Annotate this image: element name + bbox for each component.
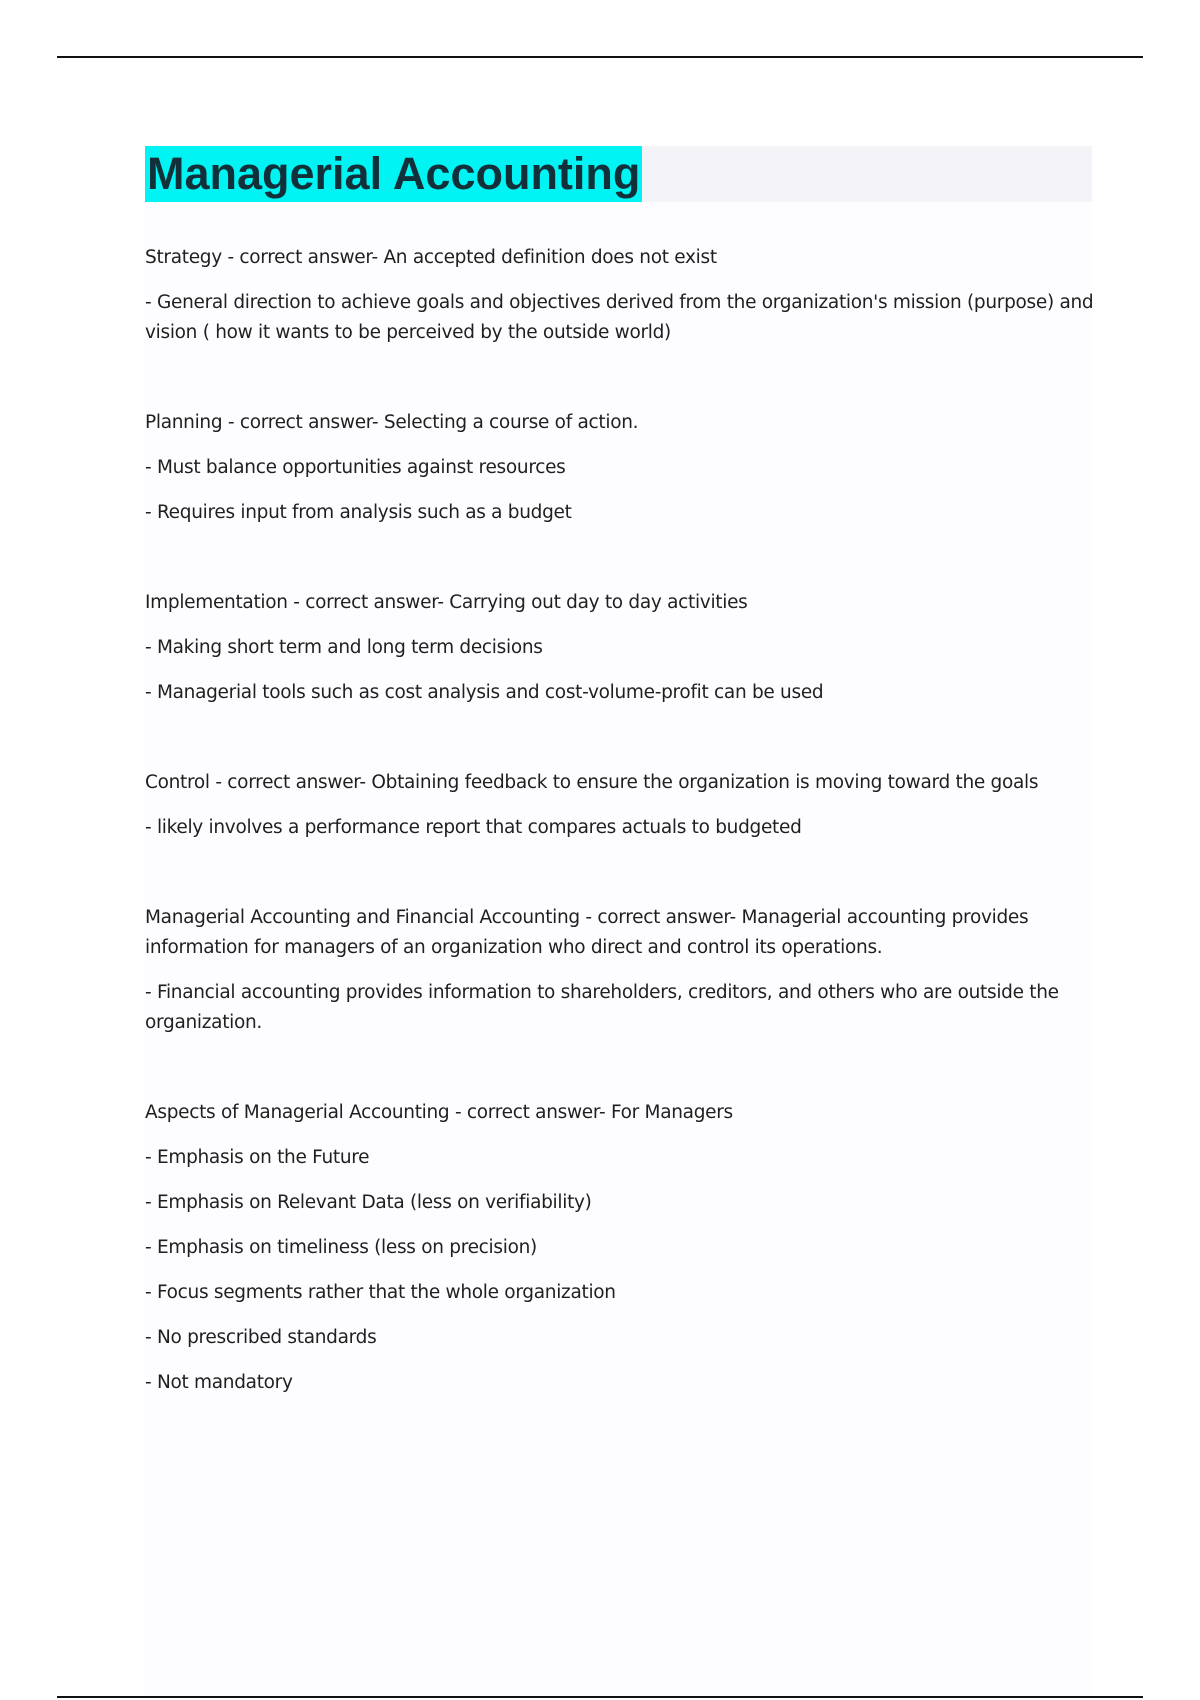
entry-detail: - Emphasis on the Future <box>145 1147 370 1168</box>
entry-detail: - No prescribed standards <box>145 1327 377 1348</box>
entry-detail: - Financial accounting provides information to shareholders, creditors, and others who are outside the organization. <box>145 982 1059 1033</box>
entry-detail: - Not mandatory <box>145 1372 293 1393</box>
entry-detail: - Managerial tools such as cost analysis and cost-volume-profit can be used <box>145 682 824 703</box>
entry-control <box>145 768 1095 843</box>
entry-detail: - Requires input from analysis such as a budget <box>145 502 572 523</box>
entry-detail: - General direction to achieve goals and objectives derived from the organization's mission (purpose) and vision ( how it wants to be perceived by the outside world) <box>145 292 1094 343</box>
entry-aspects <box>145 1098 1095 1398</box>
page-title: Managerial Accounting <box>145 146 642 202</box>
entry-question: Aspects of Managerial Accounting - correct answer- For Managers <box>145 1102 733 1123</box>
entry-question: Control - correct answer- Obtaining feedback to ensure the organization is moving toward the goals <box>145 772 1039 793</box>
entry-planning <box>145 408 1095 528</box>
entry-detail: - Emphasis on Relevant Data (less on verifiability) <box>145 1192 592 1213</box>
entry-detail: - Focus segments rather that the whole organization <box>145 1282 616 1303</box>
footer-rule <box>57 1696 1143 1698</box>
document-body <box>145 243 1095 1458</box>
header-rule <box>57 56 1143 58</box>
entry-detail: - Emphasis on timeliness (less on precision) <box>145 1237 537 1258</box>
entry-implementation <box>145 588 1095 708</box>
entry-question: Managerial Accounting and Financial Accounting - correct answer- Managerial accounting provides information for managers of an organization who direct and control its operations. <box>145 907 1029 958</box>
entry-detail: - Making short term and long term decisions <box>145 637 543 658</box>
entry-detail: - likely involves a performance report that compares actuals to budgeted <box>145 817 802 838</box>
entry-detail: - Must balance opportunities against resources <box>145 457 566 478</box>
entry-question: Implementation - correct answer- Carrying out day to day activities <box>145 592 748 613</box>
entry-question: Strategy - correct answer- An accepted definition does not exist <box>145 247 717 268</box>
entry-managerial-vs-financial <box>145 903 1095 1038</box>
entry-strategy <box>145 243 1095 348</box>
entry-question: Planning - correct answer- Selecting a course of action. <box>145 412 639 433</box>
